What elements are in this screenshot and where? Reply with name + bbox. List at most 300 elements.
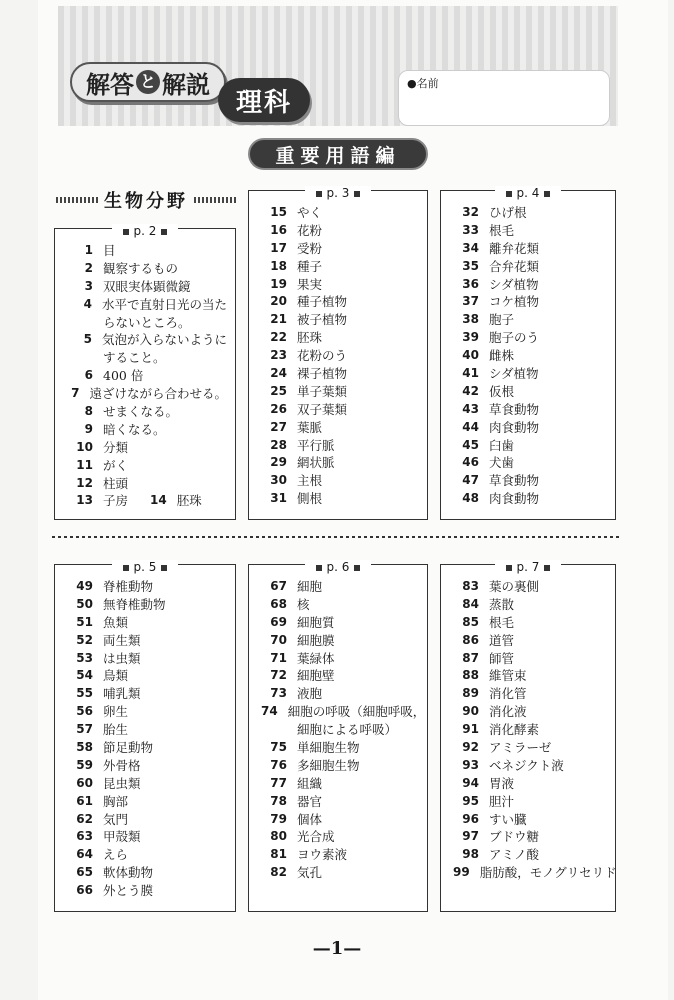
answer-row — [453, 328, 607, 346]
answer-number: 22 — [270, 330, 287, 345]
answer-number: 29 — [270, 455, 287, 470]
answer-text: 合弁花類 — [489, 258, 540, 274]
answer-text: 胚珠 — [297, 330, 323, 346]
answer-number: 84 — [462, 596, 479, 611]
answer-number: 14 — [150, 493, 167, 508]
answer-number: 28 — [270, 437, 287, 452]
answer-number: 5 — [83, 332, 92, 347]
answer-text: 消化管 — [489, 686, 527, 702]
answer-text: 根毛 — [489, 222, 515, 238]
answer-text: 暗くなる。 — [103, 421, 166, 437]
answer-text: 草食動物 — [489, 473, 540, 489]
answer-number: 91 — [462, 722, 479, 737]
answer-number: 89 — [462, 686, 479, 701]
answer-text: 液胞 — [297, 686, 323, 702]
answer-number: 49 — [76, 578, 93, 593]
answer-row — [261, 666, 419, 684]
answer-number: 45 — [462, 437, 479, 452]
answer-row — [453, 292, 607, 310]
box-page-title — [441, 556, 615, 575]
answer-number: 11 — [76, 457, 93, 472]
answer-row — [453, 595, 607, 613]
box-page-label: p. 4 — [495, 186, 562, 200]
answer-number: 63 — [76, 829, 93, 844]
answer-number: 12 — [76, 475, 93, 490]
box-page-label: p. 7 — [495, 560, 562, 574]
answer-number: 82 — [270, 865, 287, 880]
answer-number: 39 — [462, 330, 479, 345]
dots-left — [56, 197, 98, 203]
answer-row — [261, 382, 419, 400]
answer-row — [67, 384, 227, 402]
answer-row — [67, 259, 227, 277]
answer-number: 87 — [462, 650, 479, 665]
answer-row — [67, 295, 227, 313]
answer-number: 98 — [462, 847, 479, 862]
answer-row — [261, 810, 419, 828]
answer-text: 維管束 — [489, 668, 527, 684]
answer-text: 細胞の呼吸（細胞呼吸， — [287, 704, 426, 720]
answer-number: 35 — [462, 258, 479, 273]
answer-text: 単子葉類 — [297, 383, 348, 399]
answer-text: 400 倍 — [103, 368, 144, 384]
answer-text: 外骨格 — [103, 757, 141, 773]
answer-number: 59 — [76, 757, 93, 772]
name-label: ●名前 — [407, 77, 439, 90]
answer-text: 柱頭 — [103, 475, 129, 491]
answer-text: シダ植物 — [489, 276, 539, 292]
answer-number: 90 — [462, 704, 479, 719]
answer-row — [67, 792, 227, 810]
answer-row — [261, 756, 419, 774]
answer-row — [453, 418, 607, 436]
answer-number: 51 — [76, 614, 93, 629]
answer-text: 器官 — [297, 793, 323, 809]
answer-number: 80 — [270, 829, 287, 844]
answer-text: 側根 — [297, 491, 323, 507]
answer-text: 花粉 — [297, 222, 323, 238]
answer-number: 42 — [462, 383, 479, 398]
answer-text: 平行脈 — [297, 437, 335, 453]
answer-number: 61 — [76, 793, 93, 808]
answer-row — [67, 845, 227, 863]
answer-row — [453, 720, 607, 738]
answer-row — [67, 613, 227, 631]
answer-text: 目 — [103, 242, 116, 258]
answer-text: 離弁花類 — [489, 240, 540, 256]
answer-text: は虫類 — [103, 650, 141, 666]
answer-text: 細胞壁 — [297, 668, 335, 684]
answer-row — [261, 684, 419, 702]
answer-text: 両生類 — [103, 632, 141, 648]
answer-text: シダ植物 — [489, 365, 539, 381]
answer-number: 86 — [462, 632, 479, 647]
answer-number: 76 — [270, 757, 287, 772]
answer-row — [261, 364, 419, 382]
answer-row — [453, 577, 607, 595]
answer-text: 葉の裏側 — [489, 578, 540, 594]
answer-row — [67, 666, 227, 684]
answer-row — [453, 346, 607, 364]
answer-number: 53 — [76, 650, 93, 665]
answer-number: 70 — [270, 632, 287, 647]
answer-number: 30 — [270, 473, 287, 488]
answer-row — [67, 684, 227, 702]
answer-text: 子房 — [103, 493, 129, 509]
answer-text: 気孔 — [297, 865, 323, 881]
answer-number: 71 — [270, 650, 287, 665]
answer-number: 79 — [270, 811, 287, 826]
answer-row — [261, 436, 419, 454]
answer-row — [67, 330, 227, 348]
answer-number: 48 — [462, 491, 479, 506]
answer-row — [261, 863, 419, 881]
answer-text: すい臓 — [489, 811, 527, 827]
section-title: 重要用語編 — [248, 138, 428, 170]
answer-text: 師管 — [489, 650, 515, 666]
answer-row — [453, 221, 607, 239]
answer-row — [261, 275, 419, 293]
answer-number: 10 — [76, 439, 93, 454]
answer-row — [453, 203, 607, 221]
answer-box-5 — [248, 560, 428, 912]
answer-row — [453, 756, 607, 774]
name-field[interactable] — [398, 70, 610, 126]
answer-row — [453, 275, 607, 293]
answer-text: 花粉のう — [297, 348, 348, 364]
answer-row — [67, 420, 227, 438]
answer-text: 受粉 — [297, 240, 323, 256]
answer-number: 93 — [462, 757, 479, 772]
answer-number: 20 — [270, 294, 287, 309]
answer-row — [67, 631, 227, 649]
answer-row — [67, 366, 227, 384]
answer-list — [261, 203, 419, 507]
answer-row — [67, 756, 227, 774]
answer-text: ブドウ糖 — [489, 829, 540, 845]
answer-row — [453, 239, 607, 257]
answer-number: 32 — [462, 204, 479, 219]
answer-text: 種子 — [297, 258, 323, 274]
answer-list — [453, 203, 607, 507]
answer-number: 44 — [462, 419, 479, 434]
answer-number: 41 — [462, 365, 479, 380]
answer-row — [261, 328, 419, 346]
answer-row — [453, 702, 607, 720]
box-page-title — [55, 556, 235, 575]
answer-text: 肉食動物 — [489, 491, 540, 507]
answer-text: 胚珠 — [176, 493, 202, 509]
answer-text: がく — [103, 457, 129, 473]
answer-number: 62 — [76, 811, 93, 826]
answer-row — [453, 631, 607, 649]
answer-text: ベネジクト液 — [489, 757, 564, 773]
answer-number: 92 — [462, 739, 479, 754]
answer-text: 細胞 — [297, 578, 323, 594]
answer-text: 果実 — [297, 276, 323, 292]
answer-text: 外とう膜 — [103, 883, 154, 899]
answer-row — [261, 595, 419, 613]
answer-number: 6 — [84, 368, 93, 383]
answer-number: 66 — [76, 883, 93, 898]
answer-text: 気泡が入らないように — [101, 332, 227, 348]
answer-row — [453, 489, 607, 507]
answer-number: 58 — [76, 739, 93, 754]
answer-number: 64 — [76, 847, 93, 862]
box-page-label: p. 3 — [305, 186, 372, 200]
box-page-label: p. 2 — [112, 224, 179, 238]
answer-text: 双眼実体顕微鏡 — [103, 278, 191, 294]
answer-text: せまくなる。 — [103, 403, 179, 419]
answer-text: 魚類 — [103, 614, 129, 630]
answer-number: 52 — [76, 632, 93, 647]
answer-text: 胸部 — [103, 793, 129, 809]
answer-row — [67, 277, 227, 295]
answer-row — [261, 203, 419, 221]
answer-row — [261, 239, 419, 257]
answer-text: 蒸散 — [489, 596, 515, 612]
answer-text: ひげ根 — [489, 204, 527, 220]
answer-text: 消化酵素 — [489, 722, 540, 738]
answer-row — [453, 613, 607, 631]
answer-number: 21 — [270, 312, 287, 327]
answer-row — [67, 438, 227, 456]
answer-row — [67, 720, 227, 738]
answer-text: すること。 — [103, 350, 166, 366]
answer-box-6 — [440, 560, 617, 912]
answer-label: 解答 — [86, 70, 134, 99]
answer-row — [453, 453, 607, 471]
answer-box-4 — [54, 560, 236, 912]
page-number: —1— — [312, 938, 362, 959]
answer-text: 遠ざけながら合わせる。 — [89, 386, 227, 402]
answer-number: 56 — [76, 704, 93, 719]
answer-row — [67, 348, 227, 366]
answer-text: 胃液 — [489, 775, 515, 791]
answer-row — [261, 489, 419, 507]
answer-box-2 — [248, 186, 428, 520]
answer-text: 甲殻類 — [103, 829, 141, 845]
answer-row — [261, 310, 419, 328]
answer-row — [261, 845, 419, 863]
answer-row — [261, 649, 419, 667]
answer-number: 99 — [453, 865, 470, 880]
answer-number: 33 — [462, 222, 479, 237]
answer-text: 単細胞生物 — [297, 739, 360, 755]
dots-right — [194, 197, 236, 203]
answer-row — [261, 221, 419, 239]
answer-number: 1 — [84, 242, 93, 257]
answer-number: 16 — [270, 222, 287, 237]
answer-number: 54 — [76, 668, 93, 683]
answer-text: えら — [103, 847, 129, 863]
answer-text: 胎生 — [103, 722, 129, 738]
answer-number: 36 — [462, 276, 479, 291]
answer-number: 50 — [76, 596, 93, 611]
answer-text: 哺乳類 — [103, 686, 141, 702]
box-page-title — [249, 182, 427, 201]
answer-number: 55 — [76, 686, 93, 701]
answer-number: 77 — [270, 775, 287, 790]
answer-number: 9 — [84, 421, 93, 436]
answer-row — [261, 577, 419, 595]
answer-text: 双子葉類 — [297, 401, 348, 417]
answer-row — [261, 346, 419, 364]
answer-row — [261, 827, 419, 845]
answer-text: 胞子のう — [489, 330, 540, 346]
answer-row — [261, 702, 426, 720]
answer-number: 37 — [462, 294, 479, 309]
answer-number: 60 — [76, 775, 93, 790]
dotted-divider — [52, 536, 622, 538]
answer-number: 7 — [71, 386, 80, 401]
answer-number: 27 — [270, 419, 287, 434]
answer-box-3 — [440, 186, 616, 520]
answer-text: 観察するもの — [103, 260, 179, 276]
box-page-label: p. 5 — [112, 560, 179, 574]
answer-text: 網状脈 — [297, 455, 335, 471]
answer-row — [261, 631, 419, 649]
answer-row — [67, 456, 227, 474]
answer-number: 47 — [462, 473, 479, 488]
answer-text: 犬歯 — [489, 455, 515, 471]
answer-row — [453, 382, 607, 400]
answer-text: 細胞による呼吸） — [297, 722, 398, 738]
answer-text: 胆汁 — [489, 793, 515, 809]
answer-number: 17 — [270, 240, 287, 255]
answer-text: 多細胞生物 — [297, 757, 360, 773]
answer-number: 24 — [270, 365, 287, 380]
answer-number: 78 — [270, 793, 287, 808]
to-circle: と — [136, 70, 160, 94]
answer-text: 脂肪酸，モノグリセリド — [479, 865, 617, 881]
answer-text: 根毛 — [489, 614, 515, 630]
answer-list — [67, 577, 227, 899]
answer-row — [453, 684, 607, 702]
answer-number: 65 — [76, 865, 93, 880]
answer-number: 68 — [270, 596, 287, 611]
answer-text: 昆虫類 — [103, 775, 141, 791]
answer-row — [261, 292, 419, 310]
answer-row — [67, 595, 227, 613]
answer-number: 25 — [270, 383, 287, 398]
answer-row — [453, 649, 607, 667]
answer-number: 96 — [462, 811, 479, 826]
answer-text: 個体 — [297, 811, 323, 827]
answer-row — [261, 774, 419, 792]
answer-text: 雌株 — [489, 348, 515, 364]
answer-text: 光合成 — [297, 829, 335, 845]
answer-row — [67, 474, 227, 492]
answer-number: 40 — [462, 348, 479, 363]
answer-number: 85 — [462, 614, 479, 629]
answer-text: アミラーゼ — [489, 739, 552, 755]
answer-text: 臼歯 — [489, 437, 515, 453]
answer-row — [261, 400, 419, 418]
answer-text: 脊椎動物 — [103, 578, 154, 594]
answer-number: 75 — [270, 739, 287, 754]
answer-number: 81 — [270, 847, 287, 862]
biology-field-title — [56, 186, 236, 214]
answer-row — [67, 702, 227, 720]
answer-list — [67, 241, 227, 509]
answer-text: 軟体動物 — [103, 865, 154, 881]
answer-text: 草食動物 — [489, 401, 540, 417]
answer-number: 38 — [462, 312, 479, 327]
answer-number: 94 — [462, 775, 479, 790]
answer-number: 4 — [83, 296, 92, 311]
answer-text: 分類 — [103, 439, 129, 455]
box-page-title — [55, 220, 235, 239]
answer-text: 組織 — [297, 775, 323, 791]
answer-text: 卵生 — [103, 704, 129, 720]
box-page-label: p. 6 — [305, 560, 372, 574]
answer-row — [453, 400, 607, 418]
answer-number: 26 — [270, 401, 287, 416]
answer-text: らないところ。 — [103, 314, 191, 330]
answer-text: 道管 — [489, 632, 515, 648]
answer-row — [67, 313, 227, 331]
answer-number: 19 — [270, 276, 287, 291]
answer-row — [453, 738, 607, 756]
answer-text: コケ植物 — [489, 294, 540, 310]
answer-number: 83 — [462, 578, 479, 593]
answer-row — [67, 810, 227, 828]
box-page-title — [441, 182, 615, 201]
answer-number: 2 — [84, 260, 93, 275]
answer-number: 34 — [462, 240, 479, 255]
answer-row — [67, 402, 227, 420]
answer-text: 核 — [297, 596, 310, 612]
answer-row — [453, 471, 607, 489]
answer-row — [67, 649, 227, 667]
answer-row — [453, 774, 607, 792]
answer-text: 胞子 — [489, 312, 515, 328]
answer-number: 67 — [270, 578, 287, 593]
answer-row — [453, 827, 607, 845]
answer-text: 無脊椎動物 — [103, 596, 166, 612]
answer-text: 裸子植物 — [297, 365, 348, 381]
biology-field-label: 生物分野 — [104, 191, 188, 212]
answer-row — [261, 792, 419, 810]
answer-row — [453, 310, 607, 328]
answer-row — [67, 827, 227, 845]
answer-text: 気門 — [103, 811, 129, 827]
answer-number: 31 — [270, 491, 287, 506]
answer-list — [453, 577, 617, 881]
answer-explanation-badge — [70, 62, 226, 102]
answer-row — [67, 241, 227, 259]
answer-number: 43 — [462, 401, 479, 416]
answer-row — [453, 810, 607, 828]
answer-list — [261, 577, 426, 881]
answer-row — [453, 666, 607, 684]
answer-text: 被子植物 — [297, 312, 348, 328]
answer-number: 57 — [76, 722, 93, 737]
answer-number: 74 — [261, 704, 278, 719]
answer-number: 8 — [84, 403, 93, 418]
answer-number: 18 — [270, 258, 287, 273]
answer-text: ヨウ素液 — [297, 847, 348, 863]
answer-number: 88 — [462, 668, 479, 683]
answer-row — [453, 257, 607, 275]
answer-text: 水平で直射日光の当た — [101, 296, 227, 312]
explanation-label: 解説 — [162, 70, 210, 99]
answer-row — [67, 774, 227, 792]
subject-badge: 理科 — [218, 78, 310, 122]
answer-row — [67, 738, 227, 756]
answer-text: 仮根 — [489, 383, 515, 399]
